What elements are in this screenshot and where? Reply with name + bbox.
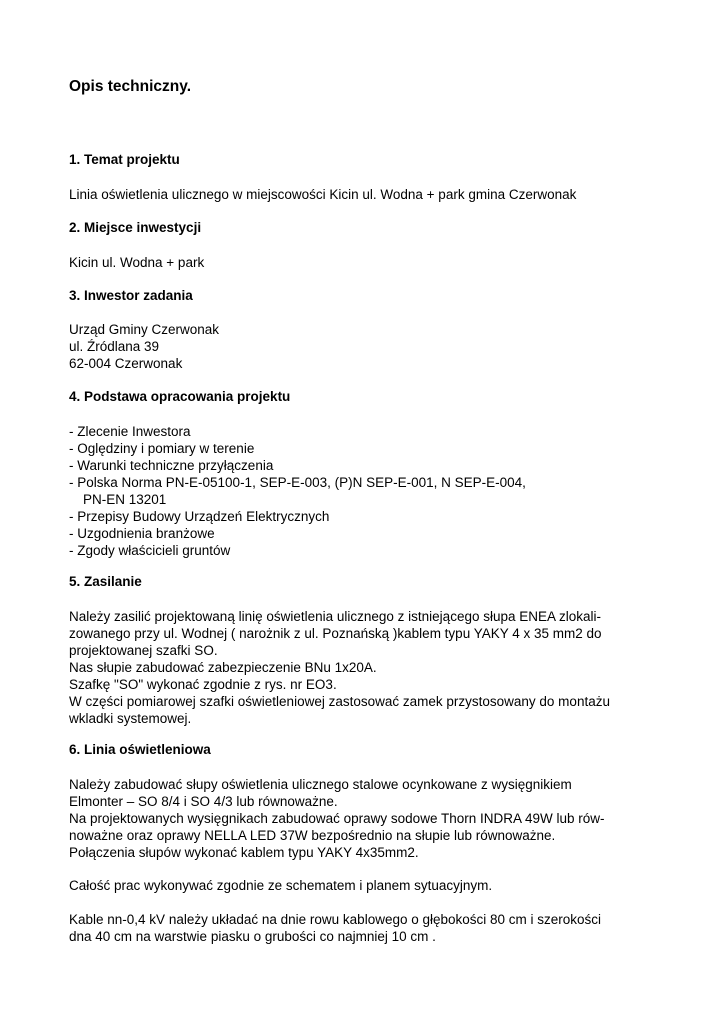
text-line: projektowanej szafki SO. [69,643,218,658]
section-6-paragraph-2: Całość prac wykonywać zgodnie ze schematem i planem sytuacyjnym. [69,878,493,893]
basis-list [69,423,526,559]
section-5-heading: 5. Zasilanie [69,574,142,589]
lighting-line-text [69,776,605,861]
address-line: Urząd Gminy Czerwonak [69,322,220,337]
section-4-heading: 4. Podstawa opracowania projektu [69,389,291,404]
text-line: Szafkę "SO" wykonać zgodnie z rys. nr EO3. [69,677,337,692]
text-line: zowanego przy ul. Wodnej ( narożnik z ul. Poznańską )kablem typu YAKY 4 x 35 mm2 do [69,626,602,641]
section-1-heading: 1. Temat projektu [69,152,180,167]
list-item: - Zgody właścicieli gruntów [69,543,231,558]
text-line: dna 40 cm na warstwie piasku o grubości co najmniej 10 cm . [69,929,436,944]
text-line: Należy zasilić projektowaną linię oświetlenia ulicznego z istniejącego słupa ENEA zlokali- [69,609,602,624]
text-line: Połączenia słupów wykonać kablem typu YAKY 4x35mm2. [69,845,419,860]
list-item: - Oględziny i pomiary w terenie [69,441,255,456]
section-6-heading: 6. Linia oświetleniowa [69,742,211,757]
list-item-continuation: PN-EN 13201 [83,492,167,507]
text-line: Należy zabudować słupy oświetlenia ulicznego stalowe ocynkowane z wysięgnikiem [69,777,572,792]
section-3-heading: 3. Inwestor zadania [69,288,193,303]
text-line: W części pomiarowej szafki oświetleniowej zastosować zamek przystosowany do montażu [69,694,610,709]
text-line: Na projektowanych wysięgnikach zabudować oprawy sodowe Thorn INDRA 49W lub rów- [69,811,605,826]
text-line: Elmonter – SO 8/4 i SO 4/3 lub równoważne. [69,794,338,809]
section-2-text: Kicin ul. Wodna + park [69,255,205,270]
list-item: - Przepisy Budowy Urządzeń Elektrycznych [69,509,330,524]
section-6-paragraph-3 [69,911,601,945]
text-line: Kable nn-0,4 kV należy układać na dnie rowu kablowego o głębokości 80 cm i szerokości [69,912,602,927]
list-item: - Warunki techniczne przyłączenia [69,458,274,473]
text-line: Nas słupie zabudować zabezpieczenie BNu 1x20A. [69,660,377,675]
list-item: - Zlecenie Inwestora [69,424,191,439]
section-2-heading: 2. Miejsce inwestycji [69,220,202,235]
document-title: Opis techniczny. [69,78,192,95]
address-line: 62-004 Czerwonak [69,356,183,371]
address-line: ul. Źródlana 39 [69,339,160,354]
list-item: - Uzgodnienia branżowe [69,526,215,541]
section-1-text: Linia oświetlenia ulicznego w miejscowości Kicin ul. Wodna + park gmina Czerwonak [69,187,577,202]
investor-address [69,321,219,372]
power-supply-text [69,608,610,727]
list-item: - Polska Norma PN-E-05100-1, SEP-E-003, (P)N SEP-E-001, N SEP-E-004, [69,475,526,490]
text-line: noważne oraz oprawy NELLA LED 37W bezpośrednio na słupie lub równoważne. [69,828,556,843]
text-line: wkladki systemowej. [69,711,192,726]
